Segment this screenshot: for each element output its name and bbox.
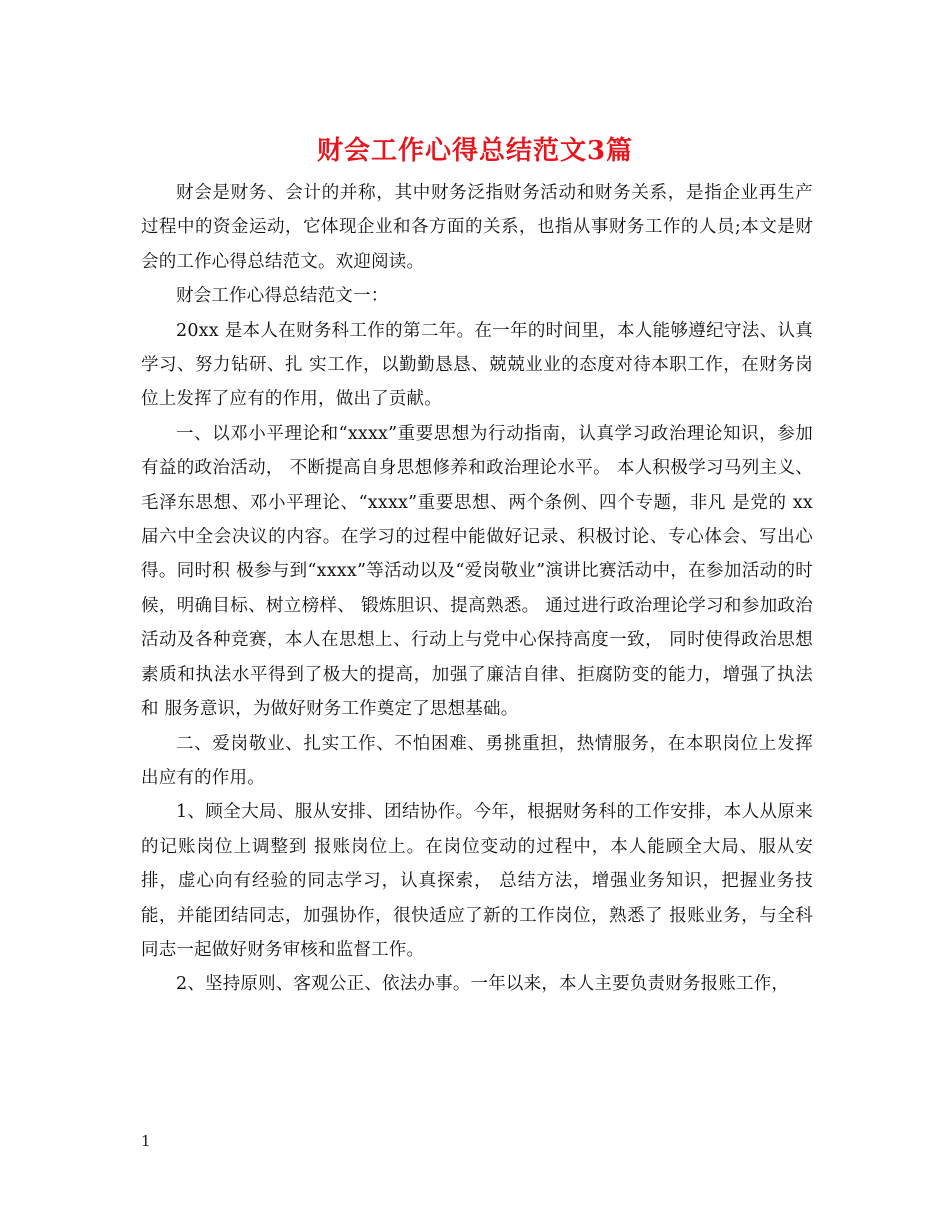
document-body — [141, 176, 813, 1002]
paragraph-part-two: 二、爱岗敬业、扎实工作、不怕困难、勇挑重担，热情服务，在本职岗位上发挥出应有的作用。 — [141, 733, 813, 788]
paragraph-item-two: 2、坚持原则、客观公正、依法办事。一年以来，本人主要负责财务报账工作， — [176, 974, 790, 995]
paragraph-part-one: 一、以邓小平理论和“xxxx”重要思想为行动指南，认真学习政治理论知识，参加有益的政治活动， 不断提高自身思想修养和政治理论水平。 本人积极学习马列主义、毛泽东思想、邓小平理论、“xxxx”重要思想、两个条例、四个专题，非凡 是党的 xx 届六中全会决议的内容。在学习的过程中能做好记录、积极讨论、专心体会、写出心得。同时积 极参与到“xxxx”等活动以及“爱岗敬业”演讲比赛活动中，在参加活动的时候，明确目标、树立榜样、 锻炼胆识、提高熟悉。 通过进行政治理论学习和参加政治活动及各种竞赛，本人在思想上、行动上与党中心保持高度一致， 同时使得政治思想素质和执法水平得到了极大的提高，加强了廉洁自律、拒腐防变的能力，增强了执法和 服务意识，为做好财务工作奠定了思想基础。 — [141, 423, 813, 720]
paragraph-year-summary: 20xx 是本人在财务科工作的第二年。在一年的时间里，本人能够遵纪守法、认真学习、努力钻研、扎 实工作，以勤勤恳恳、兢兢业业的态度对待本职工作，在财务岗位上发挥了应有的作用，做出了贡献。 — [141, 320, 813, 410]
paragraph-intro: 财会是财务、会计的并称，其中财务泛指财务活动和财务关系，是指企业再生产过程中的资金运动，它体现企业和各方面的关系，也指从事财务工作的人员;本文是财会的工作心得总结范文。欢迎阅读。 — [141, 183, 813, 272]
paragraph-section-heading: 财会工作心得总结范文一： — [176, 286, 389, 307]
page-number: 1 — [141, 1132, 151, 1150]
document-title: 财会工作心得总结范文3篇 — [316, 136, 634, 166]
paragraph-item-one: 1、顾全大局、服从安排、团结协作。今年，根据财务科的工作安排，本人从原来的记账岗位上调整到 报账岗位上。在岗位变动的过程中，本人能顾全大局、服从安排，虚心向有经验的同志学习，认真探索， 总结方法，增强业务知识，把握业务技能，并能团结同志，加强协作，很快适应了新的工作岗位，熟悉了 报账业务，与全科同志一起做好财务审核和监督工作。 — [141, 802, 813, 960]
